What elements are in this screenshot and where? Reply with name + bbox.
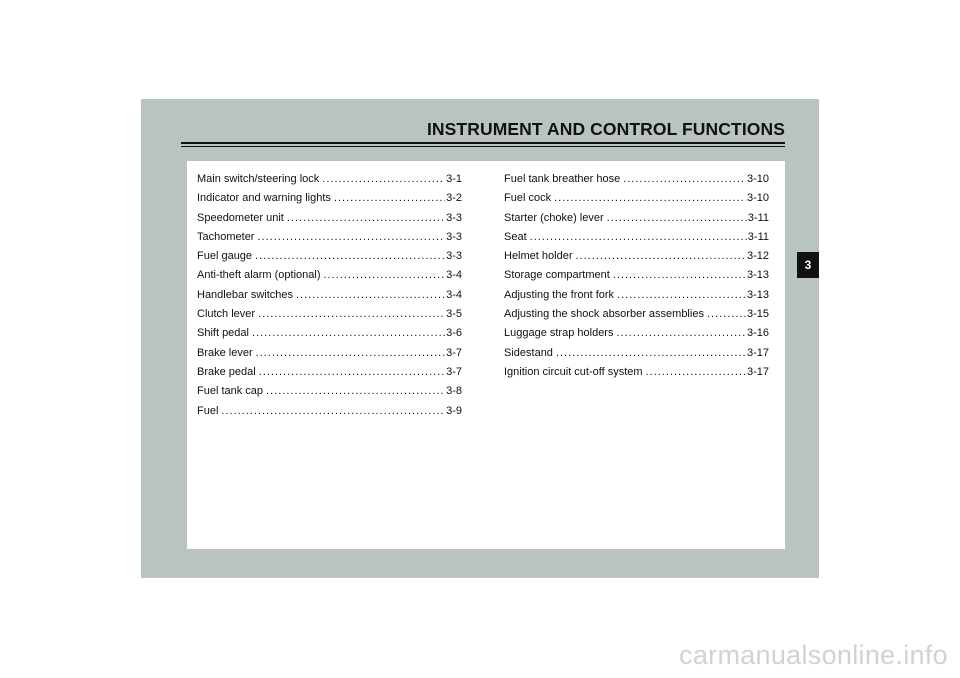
toc-entry[interactable] (504, 247, 769, 266)
toc-entry-page: 3-10 (746, 192, 769, 205)
toc-leader-dots (259, 363, 445, 382)
toc-entry-label: Shift pedal (197, 327, 249, 340)
toc-entry-label: Brake pedal (197, 365, 256, 378)
toc-entry-label: Anti-theft alarm (optional) (197, 269, 321, 282)
toc-entry[interactable] (504, 209, 769, 228)
toc-entry-page: 3-17 (746, 346, 769, 359)
toc-left-column (197, 170, 462, 421)
toc-entry-page: 3-2 (446, 192, 462, 205)
toc-entry-page: 3-6 (446, 327, 462, 340)
toc-entry-label: Starter (choke) lever (504, 211, 604, 224)
toc-entry-page: 3-12 (746, 250, 769, 263)
toc-entry-label: Adjusting the shock absorber assemblies (504, 308, 704, 321)
toc-entry[interactable] (504, 305, 769, 324)
toc-entry-page: 3-7 (446, 346, 462, 359)
toc-entry-label: Speedometer unit (197, 211, 284, 224)
toc-entry[interactable] (197, 324, 462, 343)
toc-entry-page: 3-11 (747, 211, 769, 224)
toc-entry-page: 3-3 (446, 230, 462, 243)
toc-leader-dots (616, 324, 746, 343)
toc-entry-page: 3-13 (746, 288, 769, 301)
toc-leader-dots (707, 305, 746, 324)
toc-entry-page: 3-10 (746, 173, 769, 185)
toc-entry-label: Clutch lever (197, 308, 256, 321)
toc-entry-page: 3-15 (746, 308, 769, 321)
toc-entry-label: Ignition circuit cut-off system (504, 365, 643, 378)
toc-entry-page: 3-1 (446, 173, 462, 185)
toc-entry-page: 3-5 (446, 308, 462, 321)
toc-entry[interactable] (504, 266, 769, 285)
toc-leader-dots (324, 266, 446, 285)
toc-entry-label: Main switch/steering lock (197, 173, 320, 185)
toc-entry[interactable] (197, 402, 462, 421)
toc-entry-label: Fuel tank breather hose (504, 173, 621, 185)
toc-entry-label: Tachometer (197, 230, 255, 243)
toc-leader-dots (257, 228, 445, 247)
chapter-tab[interactable]: 3 (797, 252, 819, 278)
toc-leader-dots (221, 402, 445, 421)
toc-entry-label: Fuel cock (504, 192, 552, 205)
toc-entry[interactable] (504, 228, 769, 247)
toc-entry[interactable] (504, 363, 769, 382)
toc-panel (187, 161, 785, 549)
toc-leader-dots (554, 189, 746, 208)
toc-entry[interactable] (197, 344, 462, 363)
title-rule-thick (181, 142, 785, 144)
toc-entry-page: 3-4 (446, 288, 462, 301)
toc-entry-label: Handlebar switches (197, 288, 293, 301)
toc-entry-label: Fuel gauge (197, 250, 253, 263)
toc-leader-dots (258, 305, 445, 324)
toc-entry-label: Seat (504, 230, 527, 243)
toc-leader-dots (607, 209, 747, 228)
toc-entry-page: 3-9 (446, 404, 462, 417)
toc-leader-dots (530, 228, 747, 247)
toc-entry[interactable] (197, 363, 462, 382)
toc-leader-dots (646, 363, 746, 382)
toc-entry-label: Storage compartment (504, 269, 610, 282)
page-title: INSTRUMENT AND CONTROL FUNCTIONS (426, 119, 785, 139)
toc-entry-label: Fuel (197, 404, 219, 417)
toc-entry[interactable] (197, 170, 462, 189)
toc-leader-dots (613, 266, 746, 285)
toc-entry-label: Luggage strap holders (504, 327, 614, 340)
toc-leader-dots (255, 247, 445, 266)
toc-entry[interactable] (197, 189, 462, 208)
toc-entry-page: 3-13 (746, 269, 769, 282)
toc-leader-dots (623, 170, 746, 189)
toc-entry[interactable] (197, 286, 462, 305)
toc-entry[interactable] (504, 324, 769, 343)
toc-entry[interactable] (504, 170, 769, 189)
toc-leader-dots (556, 344, 746, 363)
toc-leader-dots (296, 286, 445, 305)
toc-entry[interactable] (197, 209, 462, 228)
toc-entry-label: Brake lever (197, 346, 253, 359)
toc-entry-page: 3-7 (446, 365, 462, 378)
toc-entry[interactable] (197, 266, 462, 285)
toc-entry[interactable] (197, 247, 462, 266)
toc-entry-page: 3-16 (746, 327, 769, 340)
toc-right-column (504, 170, 769, 382)
toc-entry[interactable] (197, 228, 462, 247)
toc-leader-dots (256, 344, 445, 363)
toc-entry-label: Helmet holder (504, 250, 573, 263)
toc-entry[interactable] (504, 344, 769, 363)
toc-entry-page: 3-4 (446, 269, 462, 282)
toc-entry-page: 3-8 (446, 385, 462, 398)
toc-entry[interactable] (197, 382, 462, 401)
toc-leader-dots (617, 286, 746, 305)
toc-entry-page: 3-11 (747, 230, 769, 243)
watermark: carmanualsonline.info (679, 640, 948, 670)
toc-leader-dots (322, 170, 445, 189)
toc-entry-label: Fuel tank cap (197, 385, 264, 398)
toc-entry[interactable] (504, 189, 769, 208)
toc-leader-dots (334, 189, 445, 208)
toc-entry-label: Indicator and warning lights (197, 192, 331, 205)
title-rule-thin (181, 146, 785, 147)
toc-entry-label: Adjusting the front fork (504, 288, 615, 301)
toc-entry[interactable] (197, 305, 462, 324)
toc-entry-page: 3-17 (746, 365, 769, 378)
toc-entry-label: Sidestand (504, 346, 553, 359)
toc-leader-dots (287, 209, 445, 228)
toc-entry-page: 3-3 (446, 250, 462, 263)
toc-leader-dots (252, 324, 445, 343)
toc-entry-page: 3-3 (446, 211, 462, 224)
toc-leader-dots (266, 382, 445, 401)
manual-page (141, 99, 819, 578)
toc-entry[interactable] (504, 286, 769, 305)
toc-leader-dots (575, 247, 745, 266)
